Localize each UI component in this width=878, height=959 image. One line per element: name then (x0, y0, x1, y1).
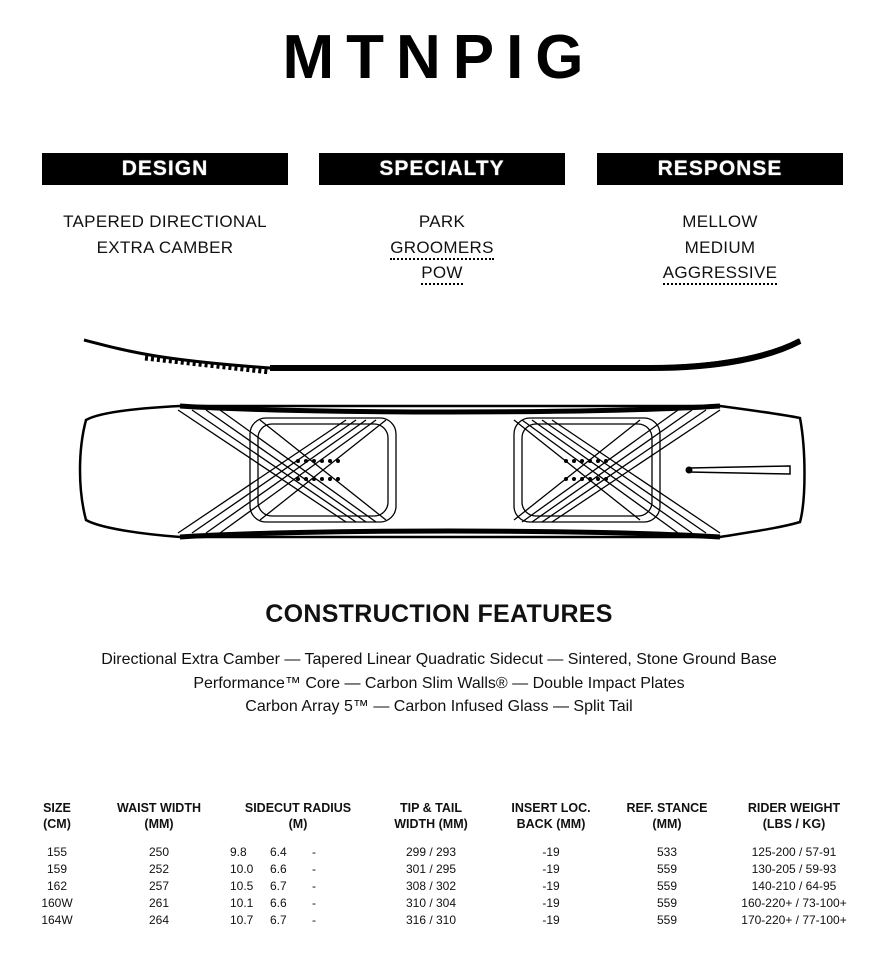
cell-sidecut-2: 6.6 (270, 896, 287, 910)
cell-insert: -19 (542, 845, 560, 859)
brand-title: MTNPIG (282, 23, 596, 92)
cell-sidecut-2: 6.6 (270, 862, 287, 876)
cell-tip-tail: 301 / 295 (405, 862, 457, 876)
cell-rider-weight: 170-220+ / 77-100+ (741, 913, 847, 927)
cell-insert: -19 (542, 862, 560, 876)
cell-waist: 257 (148, 879, 170, 893)
specialty-item-selected: POW (319, 260, 565, 286)
table-row (22, 861, 864, 878)
cell-sidecut-3: - (312, 913, 316, 927)
cell-sidecut-3: - (312, 845, 316, 859)
table-header-row (22, 800, 864, 844)
cell-insert: -19 (542, 913, 560, 927)
cell-sidecut-1: 10.0 (230, 862, 254, 876)
header-ref-stance: REF. STANCE (MM) (626, 801, 708, 831)
cell-sidecut-3: - (312, 862, 316, 876)
cell-tip-tail: 308 / 302 (405, 879, 457, 893)
cell-stance: 559 (656, 862, 678, 876)
design-list (42, 209, 288, 260)
specialty-item-selected: GROOMERS (319, 235, 565, 261)
header-tip-tail-width: TIP & TAIL WIDTH (MM) (394, 801, 468, 831)
cell-sidecut-3: - (312, 879, 316, 893)
table-row (22, 878, 864, 895)
design-item: EXTRA CAMBER (96, 237, 234, 257)
cell-sidecut-2: 6.4 (270, 845, 287, 859)
feature-line: Carbon Array 5™ — Carbon Infused Glass — Split Tail (245, 698, 633, 715)
specialty-item: PARK (418, 212, 466, 231)
table-row (22, 844, 864, 861)
cell-rider-weight: 160-220+ / 73-100+ (741, 896, 847, 910)
cell-rider-weight: 130-205 / 59-93 (751, 862, 837, 876)
cell-insert: -19 (542, 896, 560, 910)
cell-stance: 533 (656, 845, 678, 859)
header-insert-location: INSERT LOC. BACK (MM) (511, 801, 591, 831)
cell-sidecut-2: 6.7 (270, 913, 287, 927)
header-size: SIZE (CM) (43, 801, 71, 831)
feature-line: Directional Extra Camber — Tapered Linear Quadratic Sidecut — Sintered, Stone Ground Base (101, 651, 777, 668)
cell-tip-tail: 316 / 310 (405, 913, 457, 927)
cell-size: 164W (41, 913, 73, 927)
board-top-graphic (80, 406, 805, 537)
cell-tip-tail: 299 / 293 (405, 845, 457, 859)
cell-stance: 559 (656, 896, 678, 910)
design-item: TAPERED DIRECTIONAL (63, 212, 267, 231)
cell-sidecut-1: 10.5 (230, 879, 254, 893)
specialty-header: SPECIALTY (319, 153, 565, 185)
construction-features-title: CONSTRUCTION FEATURES (265, 600, 613, 628)
cell-size: 160W (41, 896, 73, 910)
response-item-selected: AGGRESSIVE (597, 260, 843, 286)
cell-tip-tail: 310 / 304 (405, 896, 457, 910)
response-item: MELLOW (682, 212, 758, 231)
cell-insert: -19 (542, 879, 560, 893)
snowboard-illustration (0, 330, 878, 550)
cell-size: 162 (46, 879, 68, 893)
table-row (22, 895, 864, 912)
header-sidecut-radius: SIDECUT RADIUS (M) (244, 801, 352, 831)
cell-size: 159 (46, 862, 68, 876)
cell-sidecut-3: - (312, 896, 316, 910)
cell-waist: 264 (148, 913, 170, 927)
response-header: RESPONSE (597, 153, 843, 185)
cell-sidecut-1: 10.7 (230, 913, 254, 927)
cell-stance: 559 (656, 913, 678, 927)
cell-rider-weight: 125-200 / 57-91 (751, 845, 837, 859)
cell-stance: 559 (656, 879, 678, 893)
cell-rider-weight: 140-210 / 64-95 (751, 879, 837, 893)
specialty-list (319, 209, 565, 286)
cell-waist: 250 (148, 845, 170, 859)
cell-sidecut-1: 9.8 (230, 845, 247, 859)
design-header: DESIGN (42, 153, 288, 185)
feature-line: Performance™ Core — Carbon Slim Walls® — Double Impact Plates (193, 675, 685, 692)
response-item: MEDIUM (684, 237, 756, 257)
table-row (22, 912, 864, 929)
cell-waist: 261 (148, 896, 170, 910)
cell-size: 155 (46, 845, 68, 859)
board-profile-graphic (84, 340, 800, 372)
specs-table (22, 800, 864, 929)
cell-sidecut-2: 6.7 (270, 879, 287, 893)
header-waist-width: WAIST WIDTH (MM) (116, 801, 201, 831)
cell-waist: 252 (148, 862, 170, 876)
cell-sidecut-1: 10.1 (230, 896, 254, 910)
response-list (597, 209, 843, 286)
header-rider-weight: RIDER WEIGHT (LBS / KG) (747, 801, 841, 831)
